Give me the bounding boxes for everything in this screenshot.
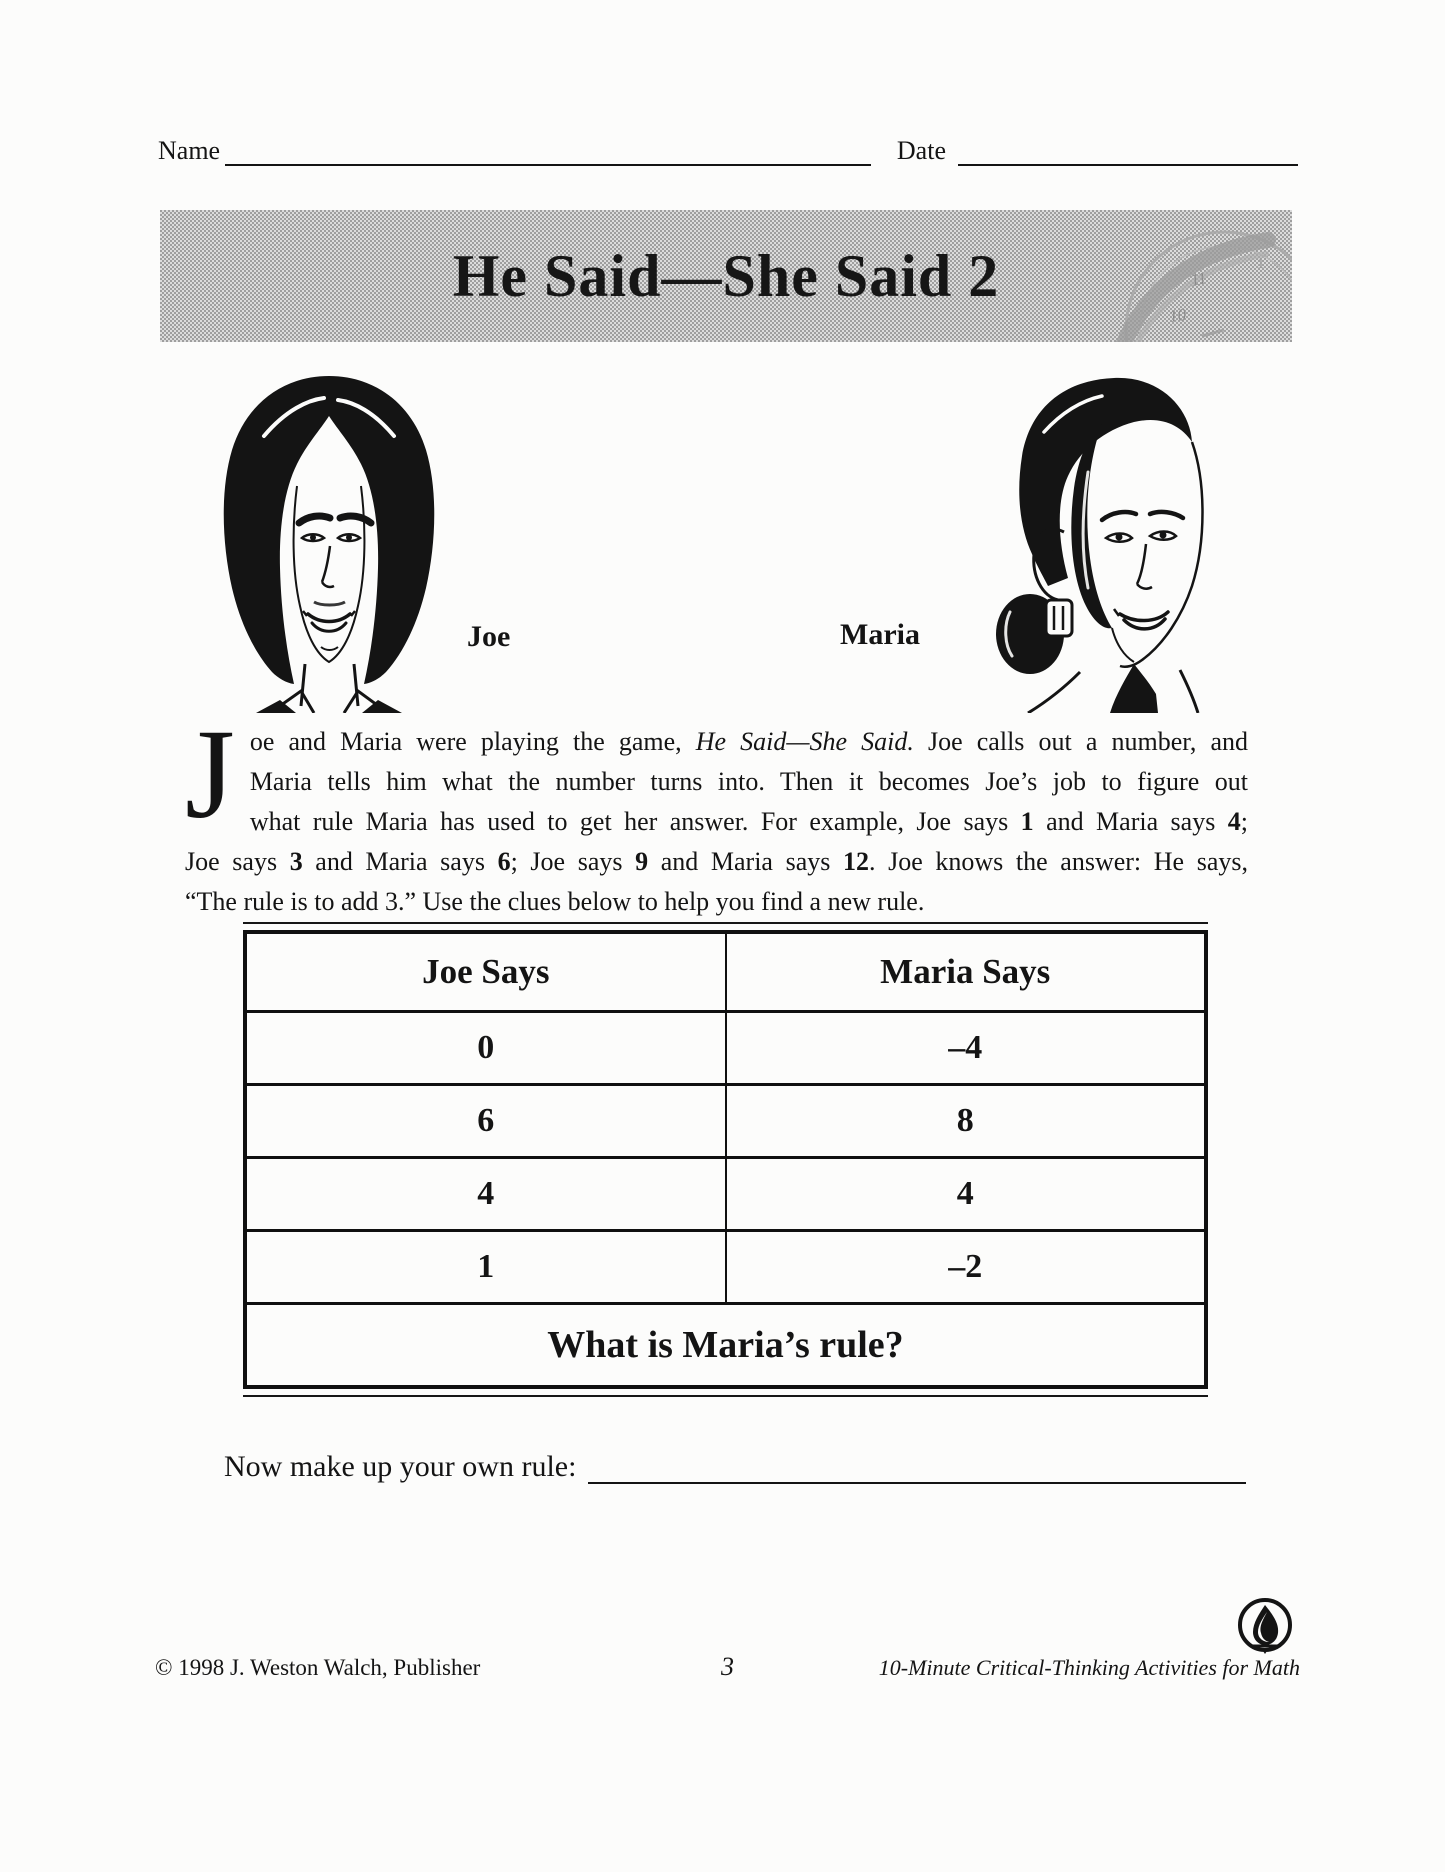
- intro-text-segment: Joe says: [185, 847, 290, 876]
- intro-text-segment: and Maria says: [1033, 807, 1228, 836]
- table-row: [245, 1012, 1206, 1085]
- intro-text-segment: “The rule is to add 3.” Use the clues below to help you find a new rule.: [185, 887, 925, 916]
- own-rule-prompt: Now make up your own rule:: [224, 1450, 577, 1483]
- intro-text-segment: He Said—She Said.: [695, 727, 914, 756]
- svg-text:11: 11: [1188, 268, 1209, 290]
- intro-text-segment: oe and Maria were playing the game,: [249, 727, 696, 756]
- intro-text-segment: 4: [1227, 807, 1241, 836]
- intro-paragraph: [185, 703, 1249, 922]
- table-row: [245, 1085, 1206, 1158]
- table-cell: –4: [726, 1012, 1207, 1085]
- clock-icon: [1052, 210, 1292, 342]
- maria-label: Maria: [840, 618, 920, 651]
- intro-line: [185, 842, 1248, 882]
- intro-text-segment: . Joe knows the answer: He says,: [869, 847, 1248, 876]
- table-row: [245, 1231, 1206, 1304]
- intro-text-segment: what rule Maria has used to get her answer. For example, Joe says: [249, 807, 1021, 836]
- drop-cap: J: [185, 703, 235, 845]
- rule-table-body: [245, 1012, 1206, 1304]
- intro-line: [185, 762, 1248, 802]
- table-question-cell: What is Maria’s rule?: [245, 1304, 1206, 1388]
- intro-line: [185, 882, 1248, 922]
- intro-text-segment: ;: [1240, 807, 1248, 836]
- intro-text-segment: 12: [843, 847, 869, 876]
- rule-table-header-row: [245, 932, 1206, 1012]
- table-bottom-rule: [243, 1395, 1208, 1397]
- intro-text-segment: ; Joe says: [510, 847, 636, 876]
- intro-text-segment: and Maria says: [648, 847, 843, 876]
- name-blank-line: [225, 156, 871, 166]
- intro-text-segment: and Maria says: [302, 847, 498, 876]
- column-header: Joe Says: [245, 932, 726, 1012]
- table-cell: 8: [726, 1085, 1207, 1158]
- intro-text-segment: 1: [1020, 807, 1034, 836]
- svg-text:1: 1: [1257, 256, 1265, 272]
- intro-line: [185, 722, 1248, 762]
- maria-portrait-image: [984, 372, 1208, 713]
- flame-logo-icon: [1236, 1596, 1296, 1660]
- name-date-row: [158, 136, 1298, 166]
- page-footer: [155, 1652, 1300, 1682]
- intro-text-segment: 6: [497, 847, 511, 876]
- joe-portrait-image: [198, 366, 460, 713]
- svg-text:10: 10: [1167, 304, 1188, 326]
- page-title: He Said—She Said 2: [452, 242, 1000, 309]
- name-label: Name: [158, 136, 221, 165]
- date-label: Date: [896, 136, 946, 165]
- book-title: 10-Minute Critical-Thinking Activities for Math: [878, 1655, 1300, 1680]
- column-header: Maria Says: [726, 932, 1207, 1012]
- intro-text-segment: Maria tells him what the number turns into. Then it becomes Joe’s job to figure out: [249, 767, 1248, 796]
- intro-text-segment: Joe calls out a number, and: [913, 727, 1249, 756]
- copyright-text: © 1998 J. Weston Walch, Publisher: [155, 1655, 481, 1680]
- date-blank-line: [958, 156, 1298, 166]
- intro-line: [185, 802, 1248, 842]
- own-rule-blank-line: [588, 1474, 1246, 1484]
- title-banner: [160, 210, 1292, 342]
- own-rule-row: [224, 1450, 1246, 1484]
- intro-paragraph-lines: [185, 703, 1249, 922]
- table-cell: –2: [726, 1231, 1207, 1304]
- table-cell: 4: [726, 1158, 1207, 1231]
- table-top-rule: [243, 922, 1208, 924]
- table-cell: 4: [245, 1158, 726, 1231]
- table-cell: 1: [245, 1231, 726, 1304]
- rule-table: [243, 922, 1208, 1397]
- table-cell: 6: [245, 1085, 726, 1158]
- intro-text-segment: 9: [635, 847, 649, 876]
- table-cell: 0: [245, 1012, 726, 1085]
- joe-label: Joe: [467, 620, 511, 653]
- table-question-row: [245, 1304, 1206, 1388]
- table-row: [245, 1158, 1206, 1231]
- page-number: 3: [721, 1652, 734, 1681]
- intro-text-segment: 3: [289, 847, 303, 876]
